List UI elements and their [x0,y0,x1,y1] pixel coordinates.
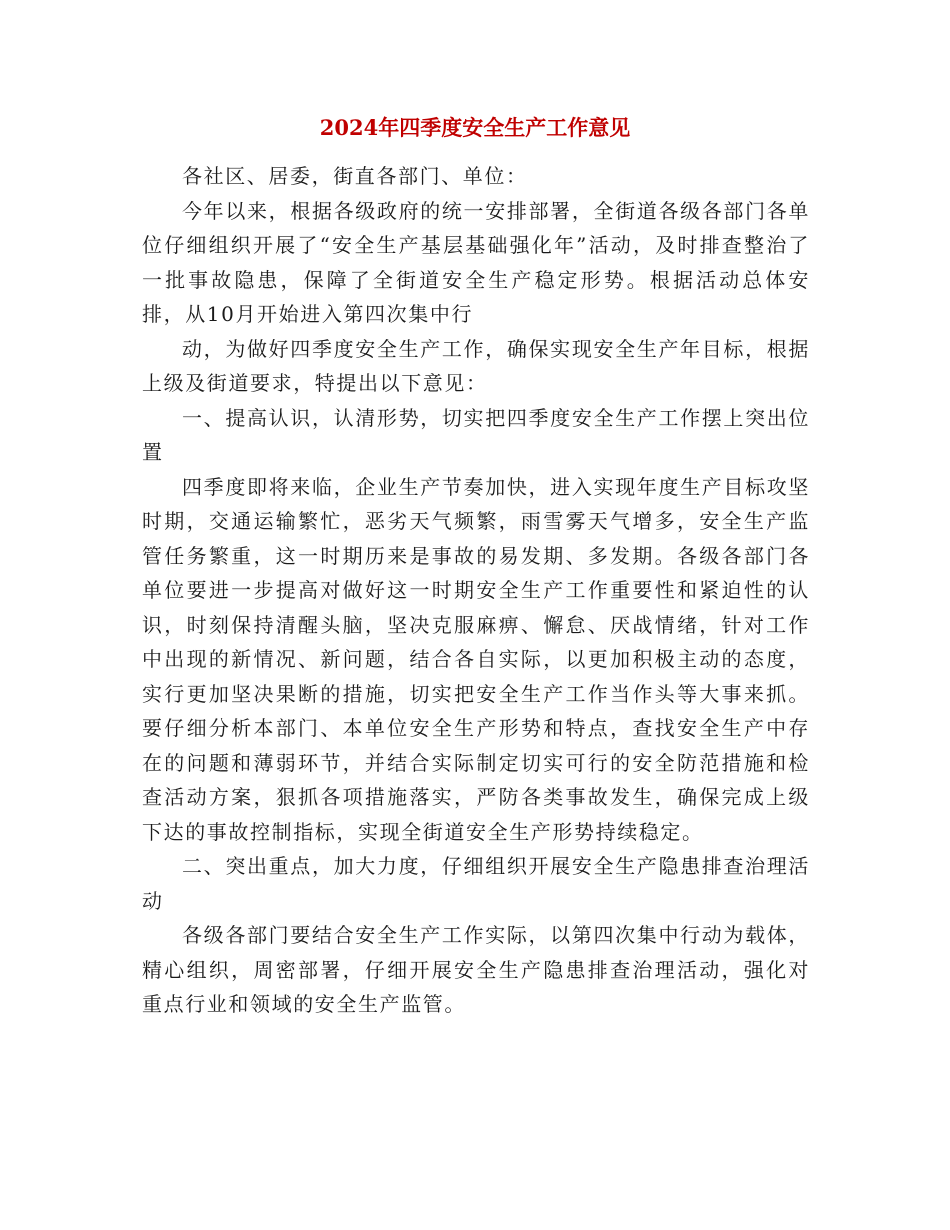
salutation-paragraph: 各社区、居委，街直各部门、单位： [182,164,528,188]
section-1-body: 四季度即将来临，企业生产节奏加快，进入实现年度生产目标攻坚时期，交通运输繁忙，恶劣天气频繁，雨雪雾天气增多，安全生产监管任务繁重，这一时期历来是事故的易发期、多发期。各级各部门各单位要进一步提高对做好这一时期安全生产工作重要性和紧迫性的认识，时刻保持清醒头脑，坚决克服麻痹、懈怠、厌战情绪，针对工作中出现的新情况、新问题，结合各自实际，以更加积极主动的态度，实行更加坚决果断的措施，切实把安全生产工作当作头等大事来抓。要仔细分析本部门、本单位安全生产形势和特点，查找安全生产中存在的问题和薄弱环节，并结合实际制定切实可行的安全防范措施和检查活动方案，狠抓各项措施落实，严防各类事故发生，确保完成上级下达的事故控制指标，实现全街道安全生产形势持续稳定。 [142,474,810,844]
section-2-body: 各级各部门要结合安全生产工作实际，以第四次集中行动为载体，精心组织，周密部署，仔细开展安全生产隐患排查治理活动，强化对重点行业和领域的安全生产监管。 [142,923,810,1016]
intro-paragraph: 今年以来，根据各级政府的统一安排部署，全街道各级各部门各单位仔细组织开展了“安全生产基层基础强化年”活动，及时排查整治了一批事故隐患，保障了全街道安全生产稳定形势。根据活动总体安排，从10月开始进入第四次集中行 [142,198,810,326]
section-heading-1: 一、提高认识，认清形势，切实把四季度安全生产工作摆上突出位置 [142,405,810,464]
section-heading-2: 二、突出重点，加大力度，仔细组织开展安全生产隐患排查治理活动 [142,854,810,913]
document-body [142,159,810,1022]
document-title: 2024年四季度安全生产工作意见 [319,115,631,140]
intro-continuation-paragraph: 动，为做好四季度安全生产工作，确保实现安全生产年目标，根据上级及街道要求，特提出以下意见： [142,336,810,395]
